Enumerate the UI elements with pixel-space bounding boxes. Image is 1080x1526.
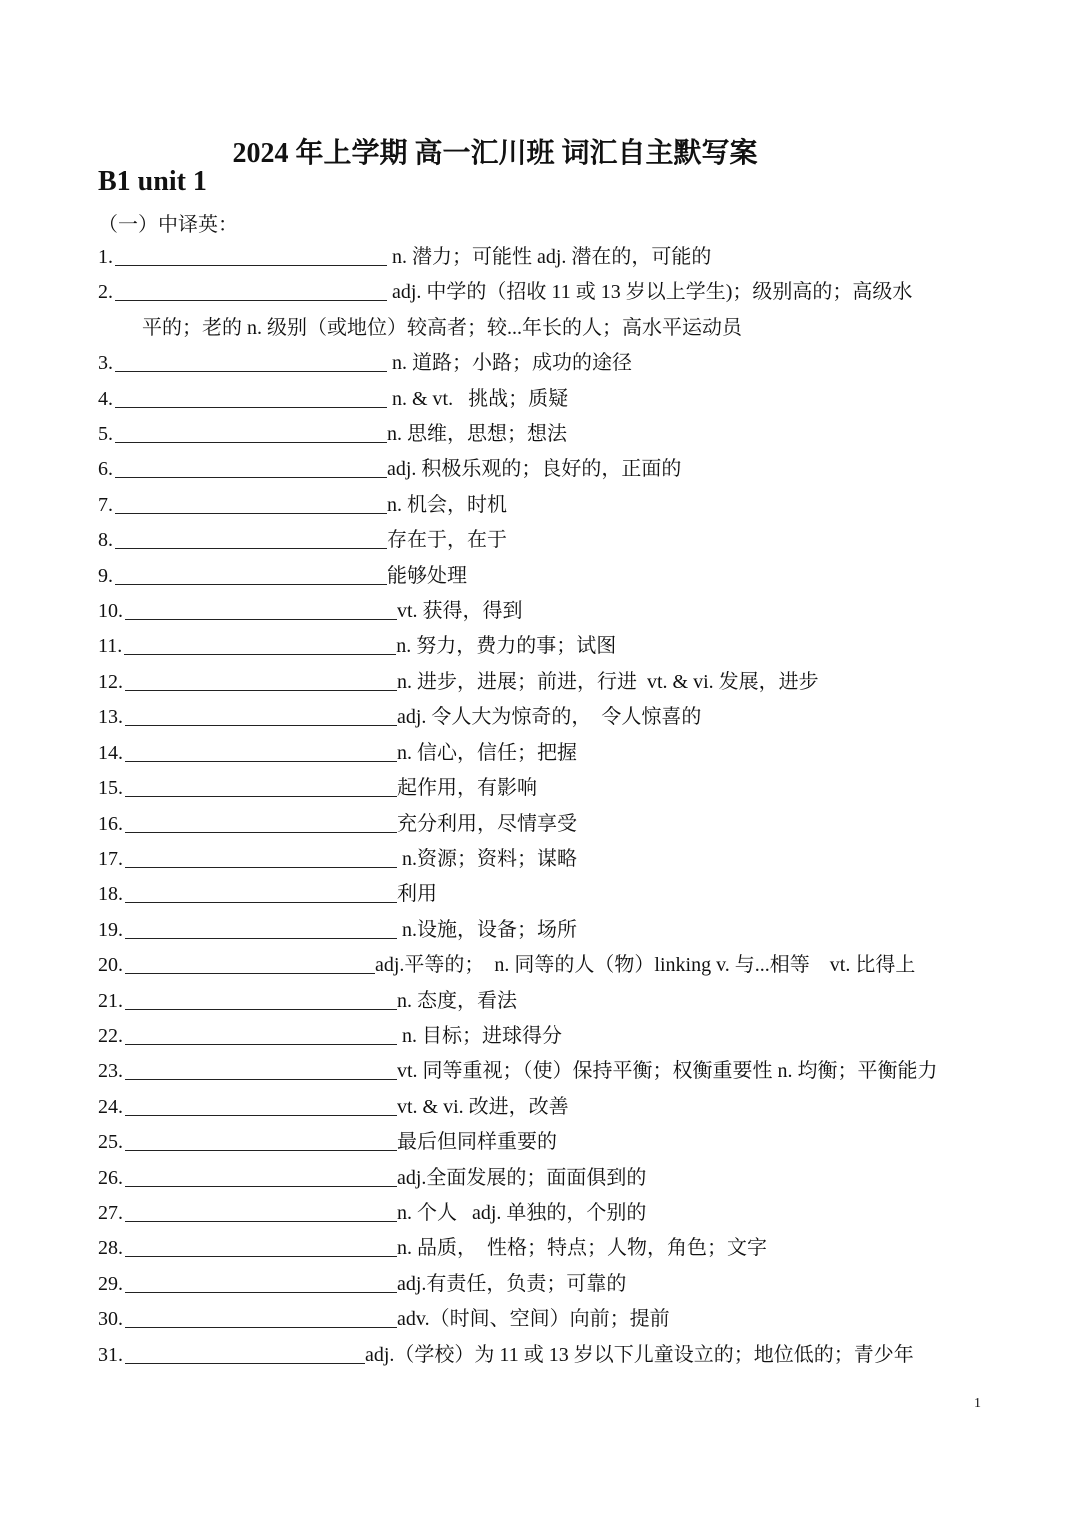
vocabulary-item [98, 452, 988, 487]
item-number: 11. [98, 635, 123, 658]
item-definition: adv.（时间、空间）向前；提前 [397, 1308, 670, 1331]
vocabulary-item [98, 948, 988, 983]
vocabulary-item [98, 594, 988, 629]
item-number: 7. [98, 493, 113, 516]
vocabulary-item [98, 913, 988, 948]
item-definition: adj.（学校）为 11 或 13 岁以下儿童设立的；地位低的；青少年 [365, 1343, 914, 1366]
vocabulary-item [98, 807, 988, 842]
item-number: 19. [98, 918, 123, 941]
page-number: 1 [974, 1396, 981, 1411]
item-definition: n. 道路；小路；成功的途径 [387, 352, 632, 375]
item-number: 16. [98, 812, 123, 835]
vocabulary-item [98, 417, 988, 452]
vocabulary-item [98, 877, 988, 912]
page-title: 2024 年上学期 高一汇川班 词汇自主默写案 [232, 138, 758, 169]
item-number: 5. [98, 423, 113, 446]
vocabulary-item [98, 771, 988, 806]
answer-blank[interactable] [125, 951, 375, 974]
answer-blank[interactable] [125, 1128, 397, 1151]
vocabulary-item [98, 1019, 988, 1054]
answer-blank[interactable] [125, 1199, 397, 1222]
vocabulary-item [98, 346, 988, 381]
item-definition: vt. & vi. 改进，改善 [397, 1095, 569, 1118]
vocabulary-item [98, 1267, 988, 1302]
item-definition: n. 信心，信任；把握 [397, 741, 577, 764]
vocabulary-item [98, 1302, 988, 1337]
answer-blank[interactable] [125, 810, 397, 833]
item-number: 12. [98, 670, 123, 693]
vocabulary-item [98, 1231, 988, 1266]
answer-blank[interactable] [125, 668, 397, 691]
answer-blank[interactable] [124, 632, 396, 655]
vocabulary-item [98, 1338, 988, 1373]
item-number: 23. [98, 1060, 123, 1083]
item-definition: n. 目标；进球得分 [397, 1024, 562, 1047]
item-definition: n. 机会，时机 [387, 493, 507, 516]
answer-blank[interactable] [115, 385, 387, 408]
answer-blank[interactable] [115, 278, 387, 301]
answer-blank[interactable] [125, 987, 397, 1010]
item-definition: adj. 中学的（招收 11 或 13 岁以上学生)；级别高的；高级水 [387, 281, 913, 304]
item-number: 27. [98, 1201, 123, 1224]
vocabulary-item [98, 488, 988, 523]
item-number: 14. [98, 741, 123, 764]
answer-blank[interactable] [115, 491, 387, 514]
answer-blank[interactable] [125, 774, 397, 797]
item-definition: n. 品质， 性格；特点；人物，角色；文字 [397, 1237, 767, 1260]
item-definition: n. 努力，费力的事；试图 [396, 635, 617, 658]
vocabulary-item [98, 1054, 988, 1089]
vocabulary-item [98, 1196, 988, 1231]
item-definition: n. 思维，思想；想法 [387, 423, 567, 446]
item-definition: 起作用，有影响 [397, 777, 537, 800]
vocabulary-item [98, 559, 988, 594]
item-number: 22. [98, 1024, 123, 1047]
item-definition-continued: 平的；老的 n. 级别（或地位）较高者；较...年长的人；高水平运动员 [142, 316, 742, 339]
item-definition: n.设施，设备；场所 [397, 918, 577, 941]
vocabulary-item [98, 984, 988, 1019]
item-definition: n. & vt. 挑战；质疑 [387, 387, 569, 410]
answer-blank[interactable] [125, 880, 397, 903]
answer-blank[interactable] [125, 1234, 397, 1257]
item-number: 20. [98, 954, 123, 977]
section-heading: （一）中译英： [98, 214, 238, 236]
answer-blank[interactable] [115, 349, 387, 372]
item-definition: n.资源；资料；谋略 [397, 847, 577, 870]
answer-blank[interactable] [125, 916, 397, 939]
item-number: 15. [98, 777, 123, 800]
item-number: 8. [98, 529, 113, 552]
vocabulary-item [98, 523, 988, 558]
vocabulary-item [98, 842, 988, 877]
item-definition: adj. 积极乐观的；良好的，正面的 [387, 458, 682, 481]
item-definition: adj.平等的； n. 同等的人（物）linking v. 与...相等 vt. 比得上 [375, 954, 916, 977]
item-number: 30. [98, 1308, 123, 1331]
item-number: 31. [98, 1343, 123, 1366]
answer-blank[interactable] [125, 1022, 397, 1045]
answer-blank[interactable] [115, 455, 387, 478]
item-definition: 利用 [397, 883, 437, 906]
answer-blank[interactable] [125, 1270, 397, 1293]
answer-blank[interactable] [125, 1341, 365, 1364]
answer-blank[interactable] [125, 1093, 397, 1116]
item-number: 9. [98, 564, 113, 587]
vocabulary-item [98, 629, 988, 664]
item-definition: vt. 同等重视；（使）保持平衡；权衡重要性 n. 均衡；平衡能力 [397, 1060, 938, 1083]
vocabulary-item [98, 1090, 988, 1125]
vocabulary-item [98, 736, 988, 771]
item-definition: adj.全面发展的；面面俱到的 [397, 1166, 647, 1189]
answer-blank[interactable] [125, 1305, 397, 1328]
item-definition: n. 态度，看法 [397, 989, 517, 1012]
item-definition: n. 个人 adj. 单独的，个别的 [397, 1201, 647, 1224]
item-definition: n. 进步，进展；前进，行进 vt. & vi. 发展，进步 [397, 670, 819, 693]
answer-blank[interactable] [125, 597, 397, 620]
item-number: 1. [98, 246, 113, 268]
item-number: 10. [98, 600, 123, 623]
vocabulary-item [98, 275, 988, 310]
answer-blank[interactable] [125, 1164, 397, 1187]
vocabulary-list [98, 240, 988, 1373]
answer-blank[interactable] [115, 526, 387, 549]
answer-blank[interactable] [115, 243, 387, 266]
item-number: 29. [98, 1272, 123, 1295]
item-definition: adj.有责任，负责；可靠的 [397, 1272, 627, 1295]
item-number: 4. [98, 387, 113, 410]
item-number: 2. [98, 281, 113, 304]
answer-blank[interactable] [125, 1057, 397, 1080]
answer-blank[interactable] [125, 739, 397, 762]
item-number: 26. [98, 1166, 123, 1189]
answer-blank[interactable] [125, 845, 397, 868]
answer-blank[interactable] [115, 562, 387, 585]
item-number: 17. [98, 847, 123, 870]
item-definition: 最后但同样重要的 [397, 1131, 557, 1154]
vocabulary-item [98, 700, 988, 735]
answer-blank[interactable] [115, 420, 387, 443]
item-number: 21. [98, 989, 123, 1012]
item-definition: 存在于，在于 [387, 529, 507, 552]
unit-heading: B1 unit 1 [98, 166, 207, 197]
vocabulary-item [98, 1125, 988, 1160]
vocabulary-item [98, 382, 988, 417]
item-number: 24. [98, 1095, 123, 1118]
item-definition: 充分利用，尽情享受 [397, 812, 577, 835]
item-definition: 能够处理 [387, 564, 467, 587]
vocabulary-item [98, 1161, 988, 1196]
item-definition: n. 潜力；可能性 adj. 潜在的，可能的 [387, 246, 712, 268]
item-definition: vt. 获得，得到 [397, 600, 523, 623]
vocabulary-item [98, 240, 988, 275]
item-number: 6. [98, 458, 113, 481]
item-number: 18. [98, 883, 123, 906]
vocabulary-item [98, 665, 988, 700]
item-definition: adj. 令人大为惊奇的， 令人惊喜的 [397, 706, 702, 729]
item-number: 13. [98, 706, 123, 729]
answer-blank[interactable] [125, 703, 397, 726]
item-number: 25. [98, 1131, 123, 1154]
item-number: 3. [98, 352, 113, 375]
item-number: 28. [98, 1237, 123, 1260]
